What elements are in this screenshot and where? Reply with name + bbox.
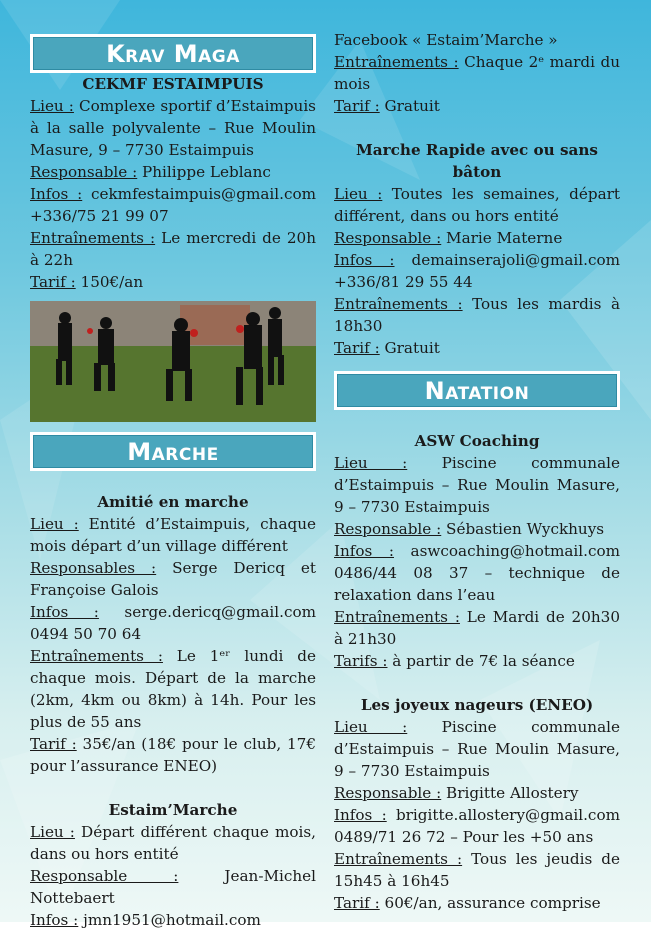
- right-column: [334, 0, 620, 914]
- krav-maga-training-photo: [30, 301, 316, 422]
- asw-name: ASW Coaching: [414, 432, 540, 450]
- rapide-entrainements: Entraînements : Tous les mardis à 18h30: [334, 295, 620, 335]
- rapide-lieu: Lieu : Toutes les semaines, départ différent, dans ou hors entité: [334, 185, 620, 225]
- rapide-responsable: Responsable : Marie Materne: [334, 229, 563, 247]
- estaim-infos: Infos : jmn1951@hotmail.com: [30, 911, 261, 929]
- rapide-infos: Infos : demainserajoli@gmail.com +336/81 29 55 44: [334, 251, 620, 291]
- asw-tarifs: Tarifs : à partir de 7€ la séance: [334, 652, 575, 670]
- marche-banner: [30, 432, 316, 471]
- nageurs-entrainements: Entraînements : Tous les jeudis de 15h45 à 16h45: [334, 850, 620, 890]
- marche-title: Marche: [127, 437, 219, 466]
- amitie-entrainements: Entraînements : Le 1ᵉʳ lundi de chaque mois. Départ de la marche (2km, 4km ou 8km) à 14h. Pour les plus de 55 ans: [30, 647, 316, 731]
- krav-maga-banner: [30, 34, 316, 73]
- estaim-name: Estaim’Marche: [108, 801, 238, 819]
- nageurs-tarif: Tarif : 60€/an, assurance comprise: [334, 894, 601, 912]
- nageurs-responsable: Responsable : Brigitte Allostery: [334, 784, 579, 802]
- krav-infos: Infos : cekmfestaimpuis@gmail.com +336/75 21 99 07: [30, 185, 316, 225]
- estaim-entrainements: Entraînements : Chaque 2ᵉ mardi du mois: [334, 53, 620, 93]
- asw-lieu: Lieu : Piscine communale d’Estaimpuis – Rue Moulin Masure, 9 – 7730 Estaimpuis: [334, 454, 620, 516]
- krav-responsable: Responsable : Philippe Leblanc: [30, 163, 271, 181]
- amitie-lieu: Lieu : Entité d’Estaimpuis, chaque mois départ d’un village différent: [30, 515, 316, 555]
- krav-club-name: CEKMF ESTAIMPUIS: [82, 75, 264, 93]
- amitie-tarif: Tarif : 35€/an (18€ pour le club, 17€ pour l’assurance ENEO): [30, 735, 316, 775]
- nageurs-name: Les joyeux nageurs (ENEO): [360, 696, 594, 714]
- krav-maga-title: Krav Maga: [106, 39, 240, 68]
- krav-entrainements: Entraînements : Le mercredi de 20h à 22h: [30, 229, 316, 269]
- rapide-name: Marche Rapide avec ou sans bâton: [356, 141, 598, 181]
- natation-title: Natation: [424, 376, 530, 405]
- estaim-tarif: Tarif : Gratuit: [334, 97, 440, 115]
- asw-responsable: Responsable : Sébastien Wyckhuys: [334, 520, 605, 538]
- estaim-responsable: Responsable : Jean-Michel Nottebaert: [30, 867, 316, 907]
- amitie-name: Amitié en marche: [97, 493, 249, 511]
- asw-infos: Infos : aswcoaching@hotmail.com 0486/44 08 37 – technique de relaxation dans l’eau: [334, 542, 620, 604]
- krav-tarif: Tarif : 150€/an: [30, 273, 144, 291]
- nageurs-infos: Infos : brigitte.allostery@gmail.com 0489/71 26 72 – Pour les +50 ans: [334, 806, 620, 846]
- amitie-responsables: Responsables : Serge Dericq et Françoise Galois: [30, 559, 316, 599]
- natation-banner: [334, 371, 620, 410]
- amitie-infos: Infos : serge.dericq@gmail.com 0494 50 70 64: [30, 603, 316, 643]
- estaim-lieu: Lieu : Départ différent chaque mois, dans ou hors entité: [30, 823, 316, 863]
- krav-lieu: Lieu : Complexe sportif d’Estaimpuis à la salle polyvalente – Rue Moulin Masure, 9 – 7730 Estaimpuis: [30, 97, 316, 159]
- left-column: [30, 0, 316, 931]
- estaim-facebook: Facebook « Estaim’Marche »: [334, 31, 558, 49]
- nageurs-lieu: Lieu : Piscine communale d’Estaimpuis – Rue Moulin Masure, 9 – 7730 Estaimpuis: [334, 718, 620, 780]
- rapide-tarif: Tarif : Gratuit: [334, 339, 440, 357]
- asw-entrainements: Entraînements : Le Mardi de 20h30 à 21h30: [334, 608, 620, 648]
